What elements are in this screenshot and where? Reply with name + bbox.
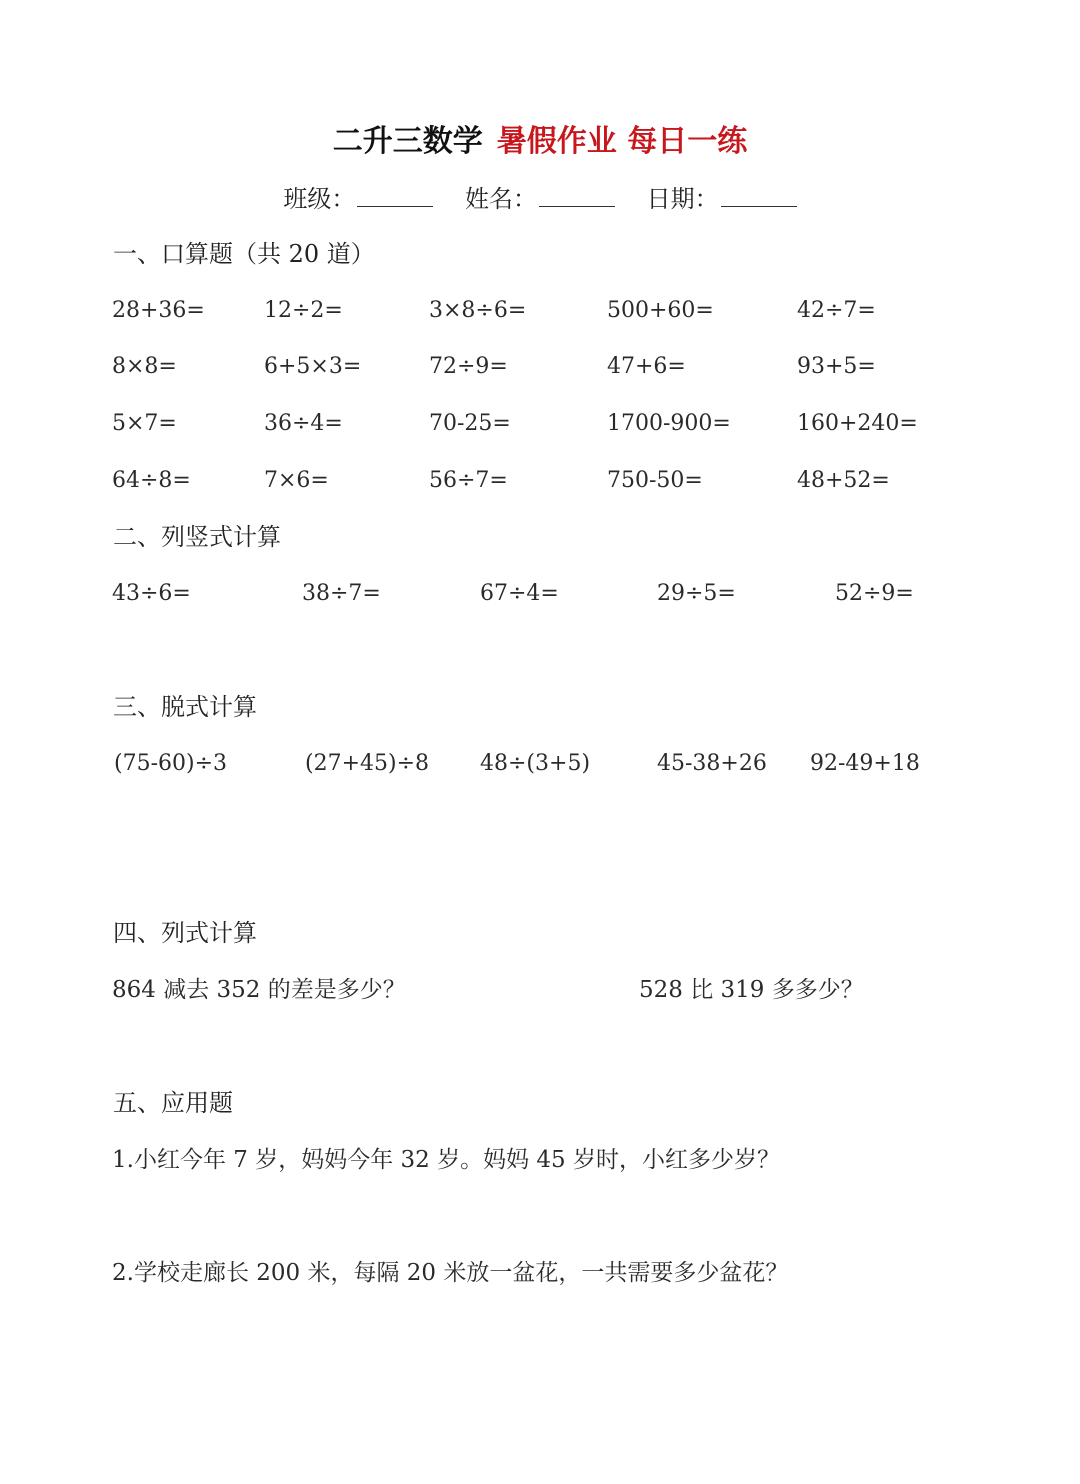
oral-row — [0, 463, 1080, 499]
class-label: 班级： — [283, 185, 356, 213]
oral-problem: 3×8÷6= — [429, 298, 527, 323]
oral-problem: 7×6= — [264, 468, 329, 493]
oral-problem: 12÷2= — [264, 298, 343, 323]
stepwise-problem: (75-60)÷3 — [114, 751, 228, 776]
oral-problem: 5×7= — [112, 411, 177, 436]
vertical-problem: 29÷5= — [657, 581, 736, 606]
date-label: 日期： — [646, 185, 719, 213]
oral-problem: 64÷8= — [112, 468, 191, 493]
oral-problem: 6+5×3= — [264, 354, 362, 379]
oral-problem: 70-25= — [429, 411, 511, 436]
oral-problem: 48+52= — [797, 468, 890, 493]
vertical-problem: 38÷7= — [302, 581, 381, 606]
class-field — [283, 180, 433, 217]
oral-problem: 56÷7= — [429, 468, 508, 493]
name-blank[interactable] — [539, 180, 615, 207]
oral-problem: 1700-900= — [607, 411, 731, 436]
vertical-problem: 67÷4= — [480, 581, 559, 606]
stepwise-problem: 92-49+18 — [810, 751, 920, 776]
vertical-problem: 52÷9= — [835, 581, 914, 606]
oral-problem: 36÷4= — [264, 411, 343, 436]
vertical-problem: 43÷6= — [112, 581, 191, 606]
oral-problem: 47+6= — [607, 354, 686, 379]
section-word-heading: 五、应用题 — [113, 1089, 233, 1117]
title-highlight: 暑假作业 每日一练 — [496, 124, 748, 159]
word-problem: 1.小红今年 7 岁，妈妈今年 32 岁。妈妈 45 岁时，小红多少岁？ — [112, 1147, 780, 1173]
oral-problem: 750-50= — [607, 468, 703, 493]
date-field — [647, 180, 797, 217]
oral-problem: 42÷7= — [797, 298, 876, 323]
class-blank[interactable] — [357, 180, 433, 207]
oral-row — [0, 349, 1080, 385]
stepwise-problem: 48÷(3+5) — [480, 751, 591, 776]
oral-problem: 500+60= — [607, 298, 714, 323]
section-stepwise-heading: 三、脱式计算 — [113, 693, 257, 721]
name-label: 姓名： — [465, 185, 537, 213]
section-equation-heading: 四、列式计算 — [113, 919, 257, 947]
equation-question: 528 比 319 多多少？ — [639, 977, 864, 1003]
oral-row — [0, 406, 1080, 442]
stepwise-problem: 45-38+26 — [657, 751, 767, 776]
word-problem: 2.学校走廊长 200 米，每隔 20 米放一盆花，一共需要多少盆花？ — [112, 1260, 789, 1286]
oral-problem: 8×8= — [112, 354, 177, 379]
oral-problem: 28+36= — [112, 298, 205, 323]
date-blank[interactable] — [721, 180, 797, 207]
section-oral-heading: 一、口算题（共 20 道） — [113, 240, 375, 268]
section-vertical-heading: 二、列竖式计算 — [113, 523, 281, 551]
oral-problem: 93+5= — [797, 354, 876, 379]
oral-problem: 160+240= — [797, 411, 918, 436]
stepwise-problem: (27+45)÷8 — [305, 751, 430, 776]
name-field — [465, 180, 615, 217]
oral-problem: 72÷9= — [429, 354, 508, 379]
stepwise-row — [0, 746, 1080, 782]
equation-question: 864 减去 352 的差是多少？ — [112, 977, 406, 1003]
oral-row — [0, 293, 1080, 329]
vertical-row — [0, 576, 1080, 612]
title-subject: 二升三数学 — [332, 124, 483, 159]
student-info-row — [0, 180, 1080, 217]
page-title — [0, 122, 1080, 162]
